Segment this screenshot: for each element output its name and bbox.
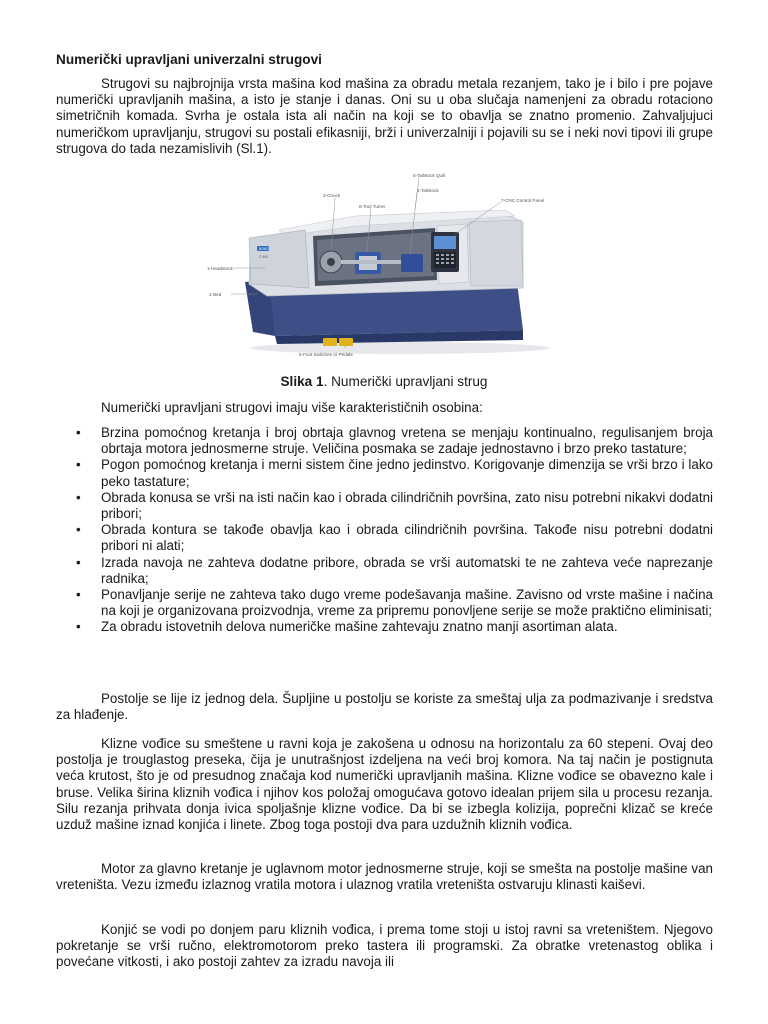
postolje-paragraph: Postolje se lije iz jednog dela. Šupljine u postolju se koriste za smeštaj ulja za podmazivanje i sredstva za hlađenje. [56,691,713,723]
cnc-lathe-figure [205,170,565,364]
label-foot-switches: 6-Foot Switches or Pedals [299,352,353,357]
features-intro: Numerički upravljani strugovi imaju više karakterističnih osobina: [101,400,483,415]
label-tailstock: 4-Tailstock [417,188,439,193]
konjic-wrap [56,922,713,971]
features-list [56,425,713,636]
postolje-wrap [56,691,713,723]
list-item: • Obrada kontura se takođe obavlja kao i obrada cilindričnih površina. Takođe nisu potrebni dodatni pribori ni alati; [56,522,713,554]
list-item: • Za obradu istovetnih delova numeričke mašine zahtevaju znatno manji asortiman alata. [56,619,713,635]
label-bed: 2-Bed [209,292,222,297]
list-item: • Pogon pomoćnog kretanja i merni sistem čine jedno jedinstvo. Korigovanje dimenzija se vrši brzo i lako peko tastature; [56,457,713,489]
intro-paragraph: Strugovi su najbrojnija vrsta mašina kod mašina za obradu metala rezanjem, tako je i bilo i pre pojave numerički upravljanih mašina, a isto je stanje i danas. Oni su u oba slučaja namenjeni za obradu rotaciono simetričnih komada. Svrha je ostala ista ali način na koji se to obavlja se znatno promenio. Zahvaljujuci numeričkom upravljanju, strugovi su postali efikasniji, brži i univerzalniji i pojavili su se i neki novi tipovi ili grupe strugova do tada nezamislivih (Sl.1). [56,76,713,156]
figure-caption [0,374,768,390]
motor-paragraph: Motor za glavno kretanje je uglavnom motor jednosmerne struje, koji se smešta na postolje mašine van vreteništa. Vezu između izlaznog vratila motora i ulaznog vratila vreteništa ostvaruju klinasti kaiševi. [56,861,713,893]
figure-caption-text: . Numerički upravljani strug [323,374,488,389]
label-cnc-control-panel: 7-CNC Control Panel [501,198,545,203]
brand-badge: BOKO [259,247,269,251]
list-item: • Obrada konusa se vrši na isti način kao i obrada cilindričnih površina, zato nisu potrebni nikakvi dodatni pribori; [56,490,713,522]
label-chuck: 3-Chuck [323,193,341,198]
motor-wrap [56,861,713,893]
features-intro-wrap [56,400,713,416]
list-item: • Brzina pomoćnog kretanja i broj obrtaja glavnog vretena se menjaju kontinualno, regulisanjem broja obrtaja motora jednosmerne struje. Veličina posmaka se zadaje jednostavno i brzo preko tastature; [56,425,713,457]
intro-paragraph-wrap [56,76,713,157]
vodjice-wrap [56,736,713,833]
label-tailstock-quill: 5-Tailstock Quill [413,173,446,178]
list-item: • Ponavljanje serije ne zahteva tako dugo vreme podešavanja mašine. Zavisno od vrste mašine i načina na koji je organizovana proizvodnja, vreme za pripremu ponovljene serije se može praktično eliminisati; [56,587,713,619]
konjic-paragraph: Konjić se vodi po donjem paru kliznih vođica, i prema tome stoji u istoj ravni sa vreteništem. Njegovo pokretanje se vrši ručno, elektromotorom preko tastera ili programski. Za obratke vretenastog oblika i povećane vitkosti, i ako postoji zahtev za izradu navoja ili [56,922,713,970]
section-heading: Numerički upravljani univerzalni strugovi [56,52,322,67]
model-badge: C 400 [259,255,269,259]
label-headstock: 1-Headstock [207,266,233,271]
figure-caption-label: Slika 1 [280,374,324,389]
label-tool-turret: 8-Tool Turret [359,204,385,209]
vodjice-paragraph: Klizne vođice su smeštene u ravni koja je zakošena u odnosu na horizontalu za 60 stepeni. Ovaj deo postolja je trouglastog preseka, čija je unutrašnjost izdeljena na veći broj komora. Na taj način je postignuta veća krutost, što je od presudnog značaja kod numerički upravljanih mašina. Klizne vođice se obavezno kale i bruse. Velika širina kliznih vođica i njihov kos položaj omogućava gotovo idealan prijem sila u procesu rezanja. Silu rezanja prihvata donja ivica spoljašnje klizne vođice. Da bi se izbegla kolizija, poprečni klizač se kreće uzduž mašine iznad konjića i linete. Zbog toga postoji dva para uzdužnih kliznih vođica. [56,736,713,833]
list-item: • Izrada navoja ne zahteva dodatne pribore, obrada se vrši automatski te ne zahteva veće naprezanje radnika; [56,555,713,587]
cnc-lathe-illustration [205,170,565,364]
